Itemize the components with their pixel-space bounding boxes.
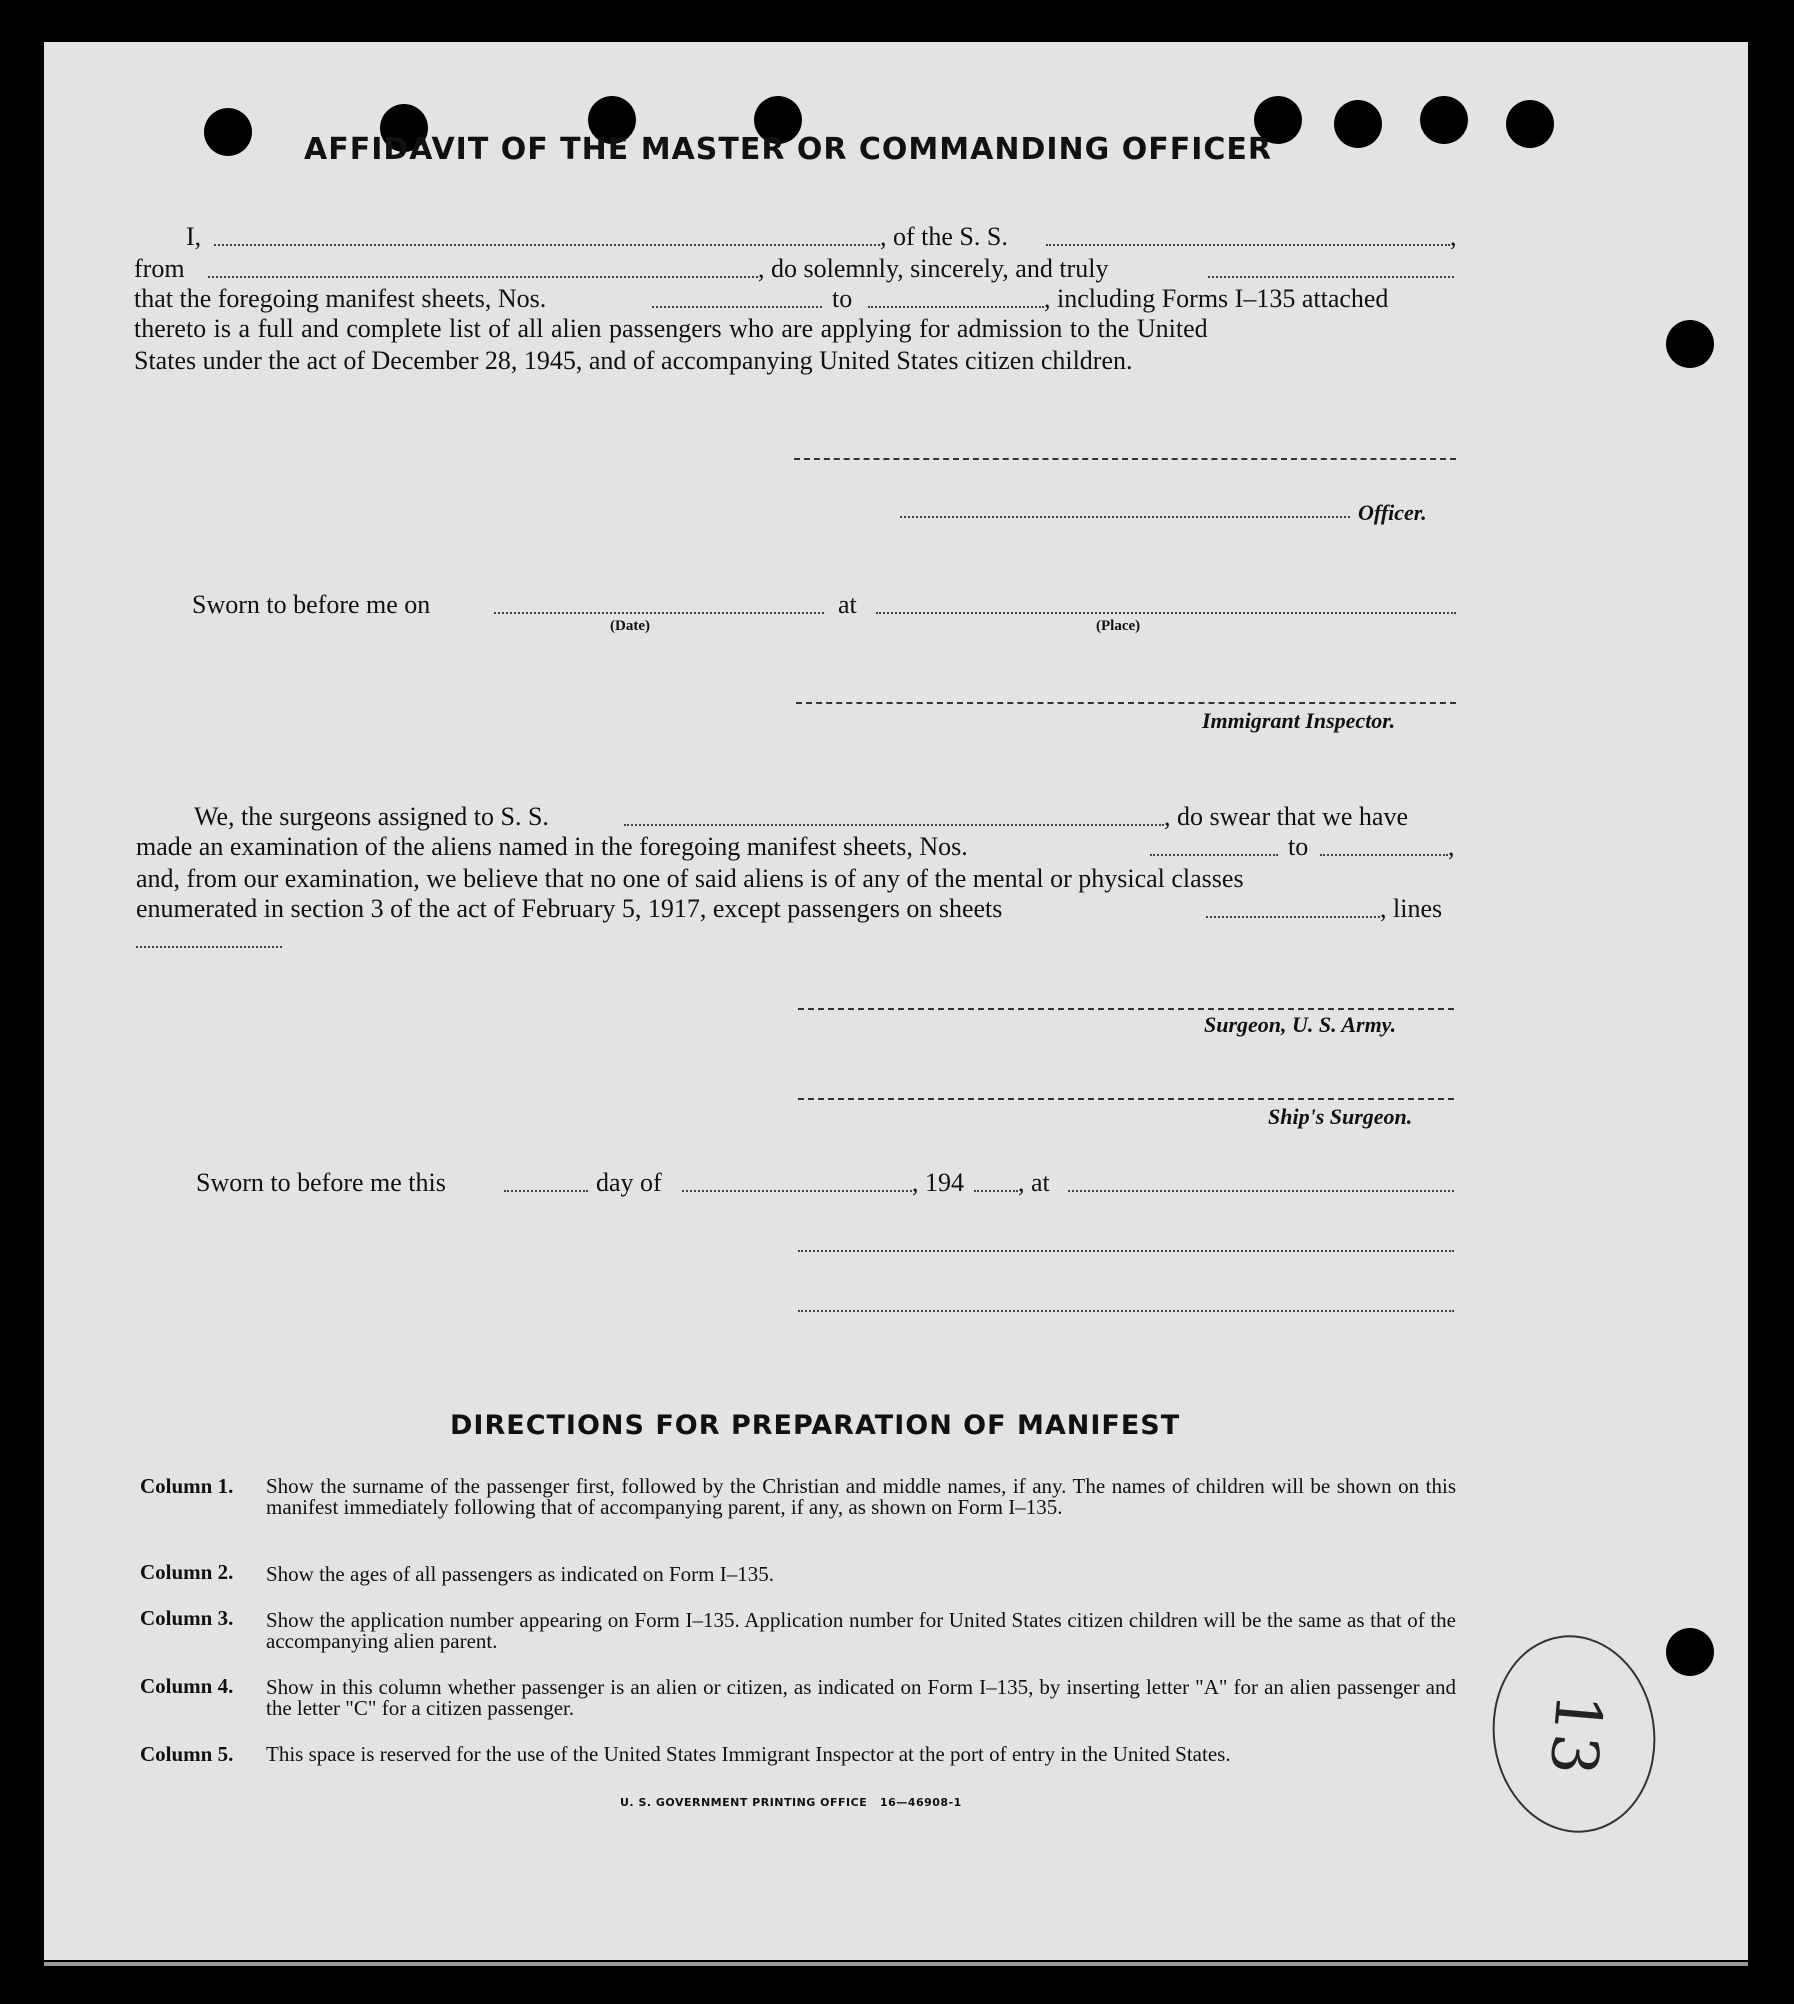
sworn2-day-blank[interactable] — [504, 1190, 588, 1192]
sworn2-signature-line-2[interactable] — [798, 1310, 1454, 1312]
punch-hole — [1420, 96, 1468, 144]
direction-text-2: Show the ages of all passengers as indicated on Form I–135. — [266, 1562, 774, 1586]
affidavit-line-2-start: from — [134, 254, 185, 283]
affidavit-line-1-start: I, — [186, 222, 202, 251]
punch-hole — [1666, 320, 1714, 368]
affidavit-title: AFFIDAVIT OF THE MASTER OR COMMANDING OFFICER — [304, 132, 1272, 167]
sworn2-text-b: day of — [596, 1168, 662, 1197]
surgeons-sheets-to-blank[interactable] — [1320, 854, 1448, 856]
officer-signature-line-1[interactable] — [794, 458, 1456, 460]
place-caption: (Place) — [1096, 618, 1141, 634]
affidavit-line-4: thereto is a full and complete list of all alien passengers who are applying for admission to the United — [134, 314, 1208, 343]
punch-hole — [1666, 1628, 1714, 1676]
punch-hole — [204, 108, 252, 156]
affidavit-line-5: States under the act of December 28, 1945, and of accompanying United States citizen children. — [134, 346, 1133, 375]
direction-text-3: Show the application number appearing on Form I–135. Application number for United States citizen children will be the same as that of the accompanying alien parent. — [266, 1608, 1456, 1653]
handwritten-number-stamp — [1484, 1624, 1664, 1844]
affidavit-line-2-mid: , do solemnly, sincerely, and truly — [758, 254, 1109, 283]
direction-label-1: Column 1. — [140, 1474, 234, 1498]
direction-label-4: Column 4. — [140, 1674, 234, 1698]
sworn-place-blank[interactable] — [876, 612, 1456, 614]
sworn-date-blank[interactable] — [494, 612, 824, 614]
oath-blank[interactable] — [1208, 276, 1454, 278]
form-code: 16—46908-1 — [880, 1796, 962, 1809]
surgeons-line-4-start: enumerated in section 3 of the act of February 5, 1917, except passengers on sheets — [136, 894, 1003, 923]
surgeons-sheets-from-blank[interactable] — [1150, 854, 1278, 856]
ship-surgeon-signature-line[interactable] — [798, 1098, 1454, 1100]
direction-text-1: Show the surname of the passenger first, followed by the Christian and middle names, if any. The names of children will be shown on this manifest immediately following that of accompanying parent, if any, as shown on Form I–135. — [266, 1474, 1456, 1519]
punch-hole — [1506, 100, 1554, 148]
sworn2-year-blank[interactable] — [974, 1190, 1018, 1192]
affidavit-line-1-end: , — [1450, 222, 1457, 251]
army-surgeon-signature-line[interactable] — [798, 1008, 1454, 1010]
sworn-before-text: Sworn to before me on — [192, 590, 431, 619]
sworn2-text-a: Sworn to before me this — [196, 1168, 446, 1197]
affidavit-line-1-mid: , of the S. S. — [880, 222, 1008, 251]
sworn2-text-d: , at — [1018, 1168, 1050, 1197]
officer-signature-line-2[interactable] — [900, 516, 1350, 518]
army-surgeon-label: Surgeon, U. S. Army. — [1204, 1012, 1397, 1037]
surgeons-line-2-start: made an examination of the aliens named in the foregoing manifest sheets, Nos. — [136, 832, 968, 861]
sworn2-text-c: , 194 — [912, 1168, 964, 1197]
direction-label-3: Column 3. — [140, 1606, 234, 1630]
surgeons-line-2-end: , — [1448, 832, 1455, 861]
affidavit-line-3-start: that the foregoing manifest sheets, Nos. — [134, 284, 547, 313]
surgeons-ship-blank[interactable] — [624, 824, 1164, 826]
svg-text:13: 13 — [1534, 1690, 1616, 1778]
sheet-edge — [44, 1962, 1748, 1966]
direction-text-4: Show in this column whether passenger is an alien or citizen, as indicated on Form I–135, by inserting letter "A" for an alien passenger and the letter "C" for a citizen passenger. — [266, 1675, 1456, 1720]
departure-port-blank[interactable] — [208, 276, 758, 278]
except-lines-blank[interactable] — [136, 946, 282, 948]
direction-label-5: Column 5. — [140, 1742, 234, 1766]
sworn2-place-blank[interactable] — [1068, 1190, 1454, 1192]
manifest-from-blank[interactable] — [652, 306, 822, 308]
officer-name-blank[interactable] — [214, 244, 880, 246]
surgeons-line-3: and, from our examination, we believe that no one of said aliens is of any of the mental or physical classes — [136, 864, 1244, 893]
surgeons-line-1-end: , do swear that we have — [1164, 802, 1409, 831]
affidavit-line-3-end: , including Forms I–135 attached — [1044, 284, 1389, 313]
ship-name-blank[interactable] — [1046, 244, 1450, 246]
officer-label: Officer. — [1358, 500, 1427, 525]
inspector-label: Immigrant Inspector. — [1202, 708, 1396, 733]
sworn2-signature-line-1[interactable] — [798, 1250, 1454, 1252]
directions-title: DIRECTIONS FOR PREPARATION OF MANIFEST — [450, 1410, 1181, 1441]
surgeons-line-4-end: , lines — [1380, 894, 1443, 923]
punch-hole — [1334, 100, 1382, 148]
printing-office: U. S. GOVERNMENT PRINTING OFFICE — [620, 1796, 868, 1809]
ship-surgeon-label: Ship's Surgeon. — [1268, 1104, 1413, 1129]
direction-text-5: This space is reserved for the use of the United States Immigrant Inspector at the port of entry in the United States. — [266, 1742, 1231, 1766]
surgeons-line-1-start: We, the surgeons assigned to S. S. — [194, 802, 549, 831]
date-caption: (Date) — [610, 618, 650, 634]
except-sheets-blank[interactable] — [1206, 916, 1380, 918]
sworn-at-text: at — [838, 590, 857, 619]
affidavit-line-3-to: to — [832, 284, 853, 313]
sworn2-month-blank[interactable] — [682, 1190, 912, 1192]
direction-label-2: Column 2. — [140, 1560, 234, 1584]
surgeons-line-2-to: to — [1288, 832, 1309, 861]
manifest-to-blank[interactable] — [868, 306, 1044, 308]
inspector-signature-line[interactable] — [796, 702, 1456, 704]
